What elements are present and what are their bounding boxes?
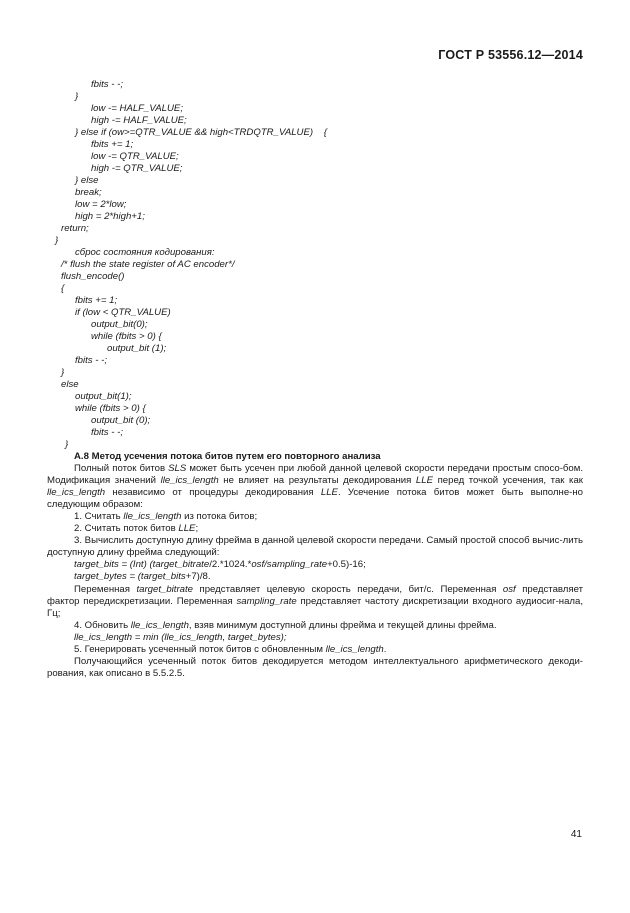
code-line: /* flush the state register of AC encoder*/ — [61, 259, 235, 270]
code-line: flush_encode() — [61, 271, 125, 282]
code-line: high -= QTR_VALUE; — [91, 163, 183, 174]
list-item: 1. Считать lle_ics_length из потока битов; — [74, 511, 258, 523]
code-line: high -= HALF_VALUE; — [91, 115, 187, 126]
section-title: А.8 Метод усечения потока битов путем его повторного анализа — [74, 451, 381, 462]
paragraph: Получающийся усеченный поток битов декодируется методом интеллектуального арифметического декоди-рования, как описано в 5.5.2.5. — [47, 655, 583, 679]
code-line: { — [61, 283, 65, 294]
code-line: fbits += 1; — [91, 139, 134, 150]
list-item: 5. Генерировать усеченный поток битов с обновленным lle_ics_length. — [74, 643, 387, 655]
list-item: 4. Обновить lle_ics_length, взяв минимум доступной длины фрейма и текущей длины фрейма. — [74, 619, 497, 631]
code-line: output_bit (0); — [91, 415, 151, 426]
code-line: high = 2*high+1; — [75, 211, 145, 222]
code-line: output_bit(1); — [75, 391, 132, 402]
code-line: } — [75, 91, 79, 102]
paragraph: Переменная target_bitrate представляет целевую скорость передачи, бит/с. Переменная osf представляет фактор передискретизации. Переменная sampling_rate представляет частоту дискретизации входного аудиосиг-нала, Гц; — [47, 583, 584, 619]
code-line: while (fbits > 0) { — [91, 331, 162, 342]
formula: lle_ics_length = min (lle_ics_length, target_bytes); — [74, 631, 287, 643]
code-line: fbits - -; — [75, 355, 107, 366]
code-line: output_bit(0); — [91, 319, 148, 330]
formula: target_bytes = (target_bits+7)/8. — [74, 571, 211, 583]
code-line: } — [65, 439, 69, 450]
list-item: 2. Считать поток битов LLE; — [74, 523, 199, 535]
code-line: low -= HALF_VALUE; — [91, 103, 183, 114]
code-line: } else if (ow>=QTR_VALUE && high<TRDQTR_VALUE) { — [75, 127, 327, 138]
code-line: else — [61, 379, 79, 390]
formula: target_bits = (Int) (target_bitrate/2.*1024.*osf/sampling_rate+0.5)-16; — [74, 559, 366, 571]
code-line: low = 2*low; — [75, 199, 127, 210]
code-line: } else — [75, 175, 99, 186]
code-line: fbits - -; — [91, 427, 123, 438]
page-number: 41 — [570, 829, 582, 840]
code-line: } — [61, 367, 65, 378]
code-line: low -= QTR_VALUE; — [91, 151, 179, 162]
code-line: return; — [61, 223, 89, 234]
code-line: output_bit (1); — [107, 343, 167, 354]
code-line: fbits - -; — [91, 79, 123, 90]
section-body — [47, 451, 583, 680]
code-line: while (fbits > 0) { — [75, 403, 146, 414]
code-line: fbits += 1; — [75, 295, 118, 306]
code-line: break; — [75, 187, 102, 198]
paragraph: Полный поток битов SLS может быть усечен при любой данной целевой скорости передачи простым спосо-бом. Модификация значений lle_ics_length не влияет на результаты декодирования LLE перед точкой усечения, так как lle_ics_length независимо от процедуры декодирования LLE. Усечение потока битов может быть выполне-но следующим образом: — [47, 463, 583, 511]
code-line: } — [55, 235, 59, 246]
list-item: 3. Вычислить доступную длину фрейма в данной целевой скорости передачи. Самый простой способ вычис-лить доступную длину фрейма следующий: — [47, 535, 583, 559]
document-id: ГОСТ Р 53556.12—2014 — [438, 48, 583, 62]
code-line: сброс состояния кодирования: — [75, 247, 215, 258]
code-line: if (low < QTR_VALUE) — [75, 307, 171, 318]
